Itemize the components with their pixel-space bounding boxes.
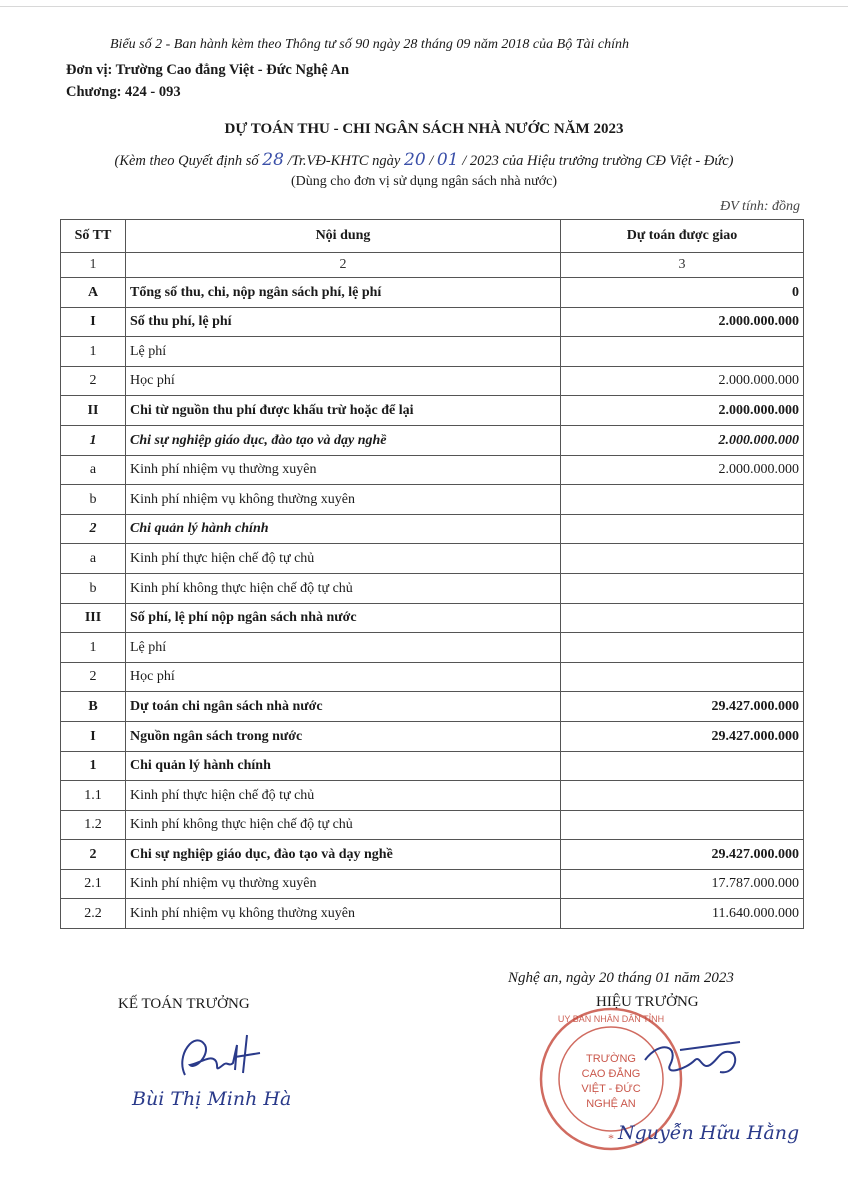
table-row — [61, 781, 804, 811]
amount-cell — [561, 514, 804, 544]
content-cell: Dự toán chi ngân sách nhà nước — [126, 692, 561, 722]
amount-cell — [561, 573, 804, 603]
principal-name: Nguyễn Hữu Hằng — [618, 1122, 800, 1144]
header-content: Nội dung — [126, 220, 561, 253]
accountant-name: Bùi Thị Minh Hà — [132, 1088, 292, 1110]
table-row — [61, 366, 804, 396]
stt-cell: 1 — [61, 751, 126, 781]
content-cell: Lệ phí — [126, 337, 561, 367]
principal-title: HIỆU TRƯỞNG — [596, 994, 699, 1010]
content-cell: Học phí — [126, 662, 561, 692]
table-row — [61, 721, 804, 751]
stt-cell: 1.1 — [61, 781, 126, 811]
table-row — [61, 455, 804, 485]
stt-cell: A — [61, 278, 126, 308]
principal-signature-icon — [640, 1030, 750, 1090]
stt-cell: 2 — [61, 662, 126, 692]
stt-cell: I — [61, 307, 126, 337]
content-cell: Chi từ nguồn thu phí được khấu trừ hoặc để lại — [126, 396, 561, 426]
amount-cell — [561, 485, 804, 515]
table-row — [61, 425, 804, 455]
content-cell: Học phí — [126, 366, 561, 396]
content-cell: Chi quản lý hành chính — [126, 514, 561, 544]
stt-cell: II — [61, 396, 126, 426]
stt-cell: 1 — [61, 425, 126, 455]
content-cell: Chi sự nghiệp giáo dục, đào tạo và dạy nghề — [126, 840, 561, 870]
amount-cell: 29.427.000.000 — [561, 692, 804, 722]
stt-cell: 2.2 — [61, 899, 126, 929]
decision-number: 28 — [262, 150, 284, 170]
table-row — [61, 603, 804, 633]
index-cell: 1 — [61, 253, 126, 278]
index-cell: 3 — [561, 253, 804, 278]
amount-cell: 11.640.000.000 — [561, 899, 804, 929]
amount-cell — [561, 751, 804, 781]
table-row — [61, 485, 804, 515]
column-index-row — [61, 253, 804, 278]
table-row — [61, 514, 804, 544]
table-row — [61, 810, 804, 840]
content-cell: Kinh phí nhiệm vụ thường xuyên — [126, 455, 561, 485]
table-header-row — [61, 220, 804, 253]
stt-cell: I — [61, 721, 126, 751]
table-row — [61, 899, 804, 929]
amount-cell: 29.427.000.000 — [561, 840, 804, 870]
stt-cell: III — [61, 603, 126, 633]
table-row — [61, 751, 804, 781]
header-amount: Dự toán được giao — [561, 220, 804, 253]
seal-line-2: CAO ĐẲNG — [581, 1068, 641, 1080]
amount-cell: 2.000.000.000 — [561, 455, 804, 485]
table-row — [61, 278, 804, 308]
stt-cell: 1 — [61, 633, 126, 663]
table-row — [61, 840, 804, 870]
stt-cell: 1 — [61, 337, 126, 367]
amount-cell — [561, 781, 804, 811]
decision-day: 20 — [404, 150, 426, 170]
accountant-title: KẾ TOÁN TRƯỞNG — [118, 996, 250, 1012]
content-cell: Chi sự nghiệp giáo dục, đào tạo và dạy nghề — [126, 425, 561, 455]
amount-cell — [561, 662, 804, 692]
content-cell: Tổng số thu, chi, nộp ngân sách phí, lệ phí — [126, 278, 561, 308]
content-cell: Kinh phí không thực hiện chế độ tự chủ — [126, 810, 561, 840]
content-cell: Kinh phí nhiệm vụ không thường xuyên — [126, 485, 561, 515]
unit-name: Đơn vị: Trường Cao đẳng Việt - Đức Nghệ An — [66, 62, 350, 78]
amount-cell: 0 — [561, 278, 804, 308]
header-stt: Số TT — [61, 220, 126, 253]
content-cell: Chi quản lý hành chính — [126, 751, 561, 781]
amount-cell: 17.787.000.000 — [561, 869, 804, 899]
seal-line-1: TRƯỜNG — [586, 1053, 636, 1065]
amount-cell — [561, 633, 804, 663]
table-row — [61, 869, 804, 899]
content-cell: Kinh phí thực hiện chế độ tự chủ — [126, 544, 561, 574]
document-title: DỰ TOÁN THU - CHI NGÂN SÁCH NHÀ NƯỚC NĂM 2023 — [224, 121, 624, 137]
table-row — [61, 396, 804, 426]
stt-cell: a — [61, 544, 126, 574]
content-cell: Số phí, lệ phí nộp ngân sách nhà nước — [126, 603, 561, 633]
amount-cell: 2.000.000.000 — [561, 366, 804, 396]
chapter-code: Chương: 424 - 093 — [66, 84, 181, 100]
index-cell: 2 — [126, 253, 561, 278]
subtitle-part4: / 2023 của Hiệu trưởng trường CĐ Việt - Đức) — [458, 153, 734, 169]
subtitle-part3: / — [425, 153, 437, 169]
budget-table — [60, 219, 804, 929]
amount-cell: 2.000.000.000 — [561, 307, 804, 337]
content-cell: Nguồn ngân sách trong nước — [126, 721, 561, 751]
accountant-signature-icon — [165, 1025, 285, 1085]
content-cell: Kinh phí không thực hiện chế độ tự chủ — [126, 573, 561, 603]
stt-cell: 2 — [61, 840, 126, 870]
subtitle-part2: /Tr.VĐ-KHTC ngày — [283, 153, 404, 169]
stt-cell: a — [61, 455, 126, 485]
signing-date: Nghệ an, ngày 20 tháng 01 năm 2023 — [508, 970, 734, 986]
top-border-line — [0, 6, 848, 7]
stt-cell: 2 — [61, 514, 126, 544]
content-cell: Lệ phí — [126, 633, 561, 663]
document-subtitle — [0, 150, 848, 170]
amount-cell — [561, 544, 804, 574]
table-row — [61, 692, 804, 722]
amount-cell: 29.427.000.000 — [561, 721, 804, 751]
usage-note: (Dùng cho đơn vị sử dụng ngân sách nhà nước) — [291, 174, 557, 189]
decision-month: 01 — [436, 150, 459, 170]
table-row — [61, 337, 804, 367]
svg-text:*: * — [608, 1131, 614, 1145]
stt-cell: b — [61, 485, 126, 515]
content-cell: Kinh phí nhiệm vụ không thường xuyên — [126, 899, 561, 929]
stt-cell: 2 — [61, 366, 126, 396]
stt-cell: b — [61, 573, 126, 603]
seal-line-3: VIỆT - ĐỨC — [581, 1083, 641, 1095]
content-cell: Kinh phí thực hiện chế độ tự chủ — [126, 781, 561, 811]
content-cell: Số thu phí, lệ phí — [126, 307, 561, 337]
table-row — [61, 662, 804, 692]
amount-cell: 2.000.000.000 — [561, 396, 804, 426]
content-cell: Kinh phí nhiệm vụ thường xuyên — [126, 869, 561, 899]
seal-ring-text: UY BAN NHÂN DÂN TỈNH — [557, 1014, 665, 1024]
amount-cell: 2.000.000.000 — [561, 425, 804, 455]
table-row — [61, 307, 804, 337]
stt-cell: 2.1 — [61, 869, 126, 899]
form-reference: Biểu số 2 - Ban hành kèm theo Thông tư số 90 ngày 28 tháng 09 năm 2018 của Bộ Tài chính — [110, 37, 629, 52]
table-row — [61, 633, 804, 663]
seal-line-4: NGHỆ AN — [586, 1098, 636, 1110]
stt-cell: 1.2 — [61, 810, 126, 840]
table-row — [61, 544, 804, 574]
amount-cell — [561, 810, 804, 840]
amount-cell — [561, 337, 804, 367]
stt-cell: B — [61, 692, 126, 722]
currency-unit: ĐV tính: đồng — [720, 199, 800, 214]
subtitle-part1: (Kèm theo Quyết định số — [114, 153, 263, 169]
table-row — [61, 573, 804, 603]
amount-cell — [561, 603, 804, 633]
